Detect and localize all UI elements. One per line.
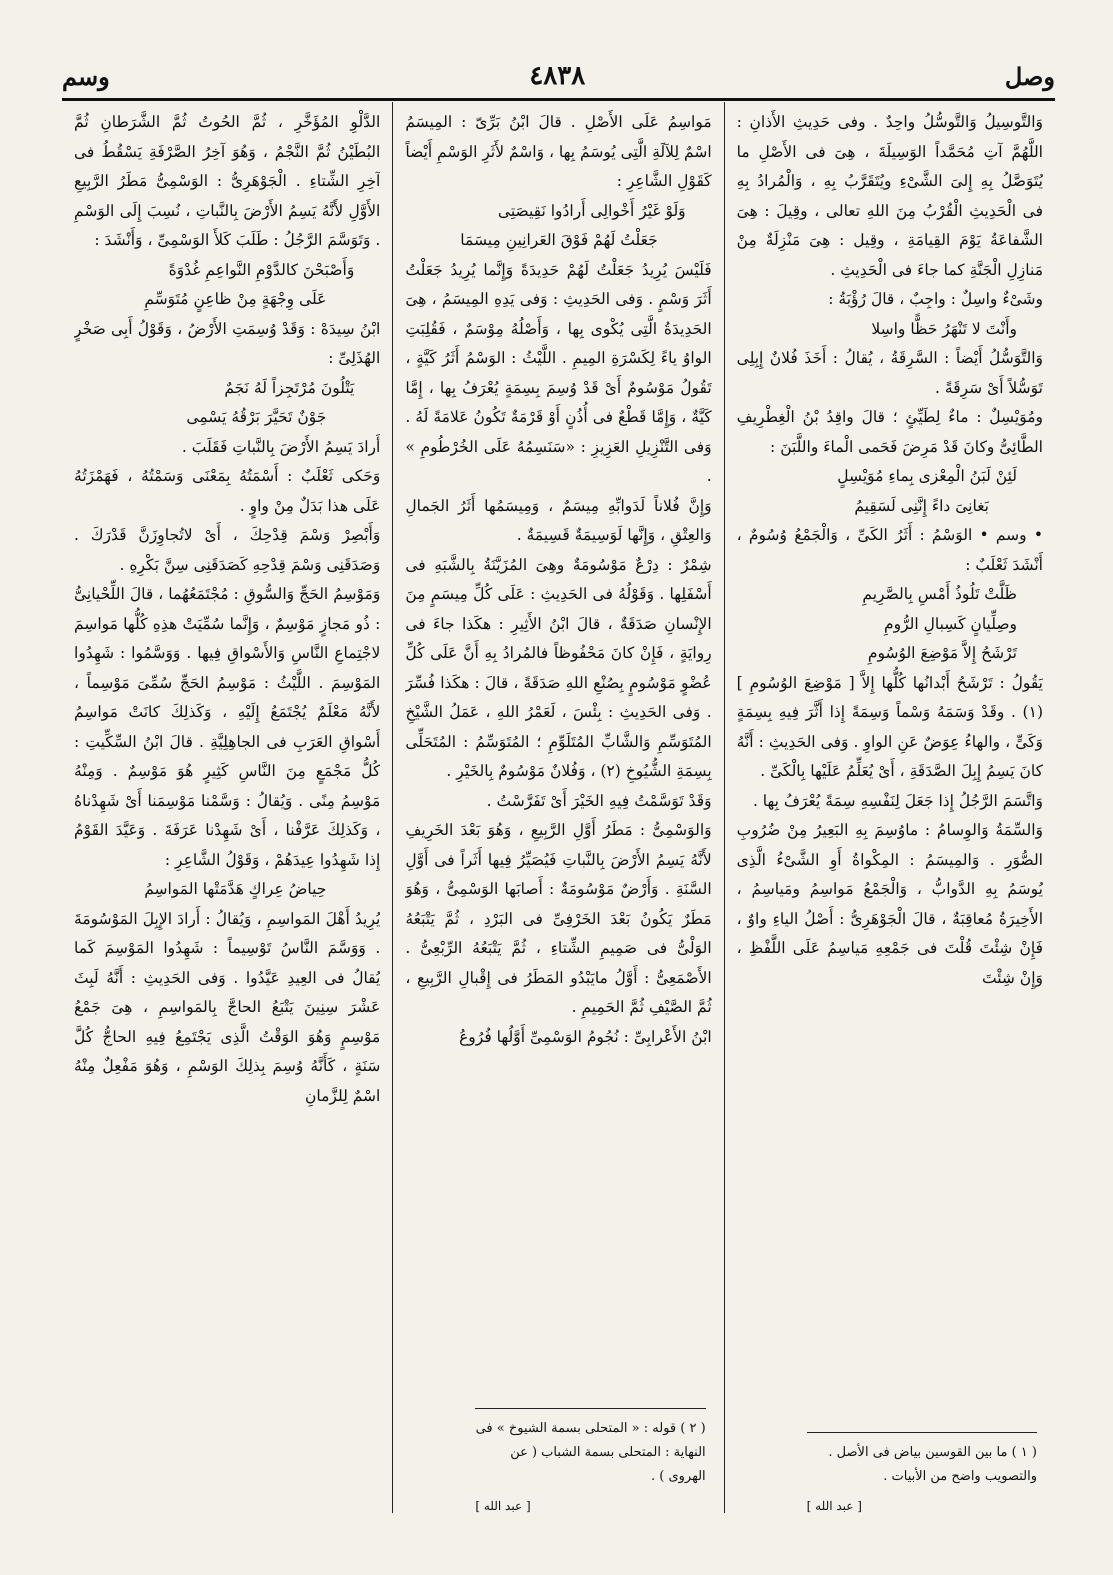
- footnote: ( ٢ ) قوله : « المتحلى بسمة الشيوخ » فى النهاية : المتحلى بسمة الشباب ( عن الهروى ) .: [475, 1421, 706, 1484]
- column-middle: [393, 102, 724, 1513]
- verse-line: وأَنْتَ لا تَنْهَرُ حَظًّا واسِلا: [871, 319, 1017, 338]
- verse-line: وَأَصْبَحْنَ كالدَّوْمِ النَّواعِمِ غُدْوَةً: [168, 260, 355, 279]
- paragraph: وَالوَسْمِىُّ : مَطَرُ أَوَّلِ الرَّبِيعِ ، وَهُوَ بَعْدَ الخَرِيفِ لأَنَّهُ يَسِمُ الأَرْضَ بِالنَّباتِ فَيُصَيِّرُ فِيها أَثَراً فى أَوَّلِ السَّنَةِ . وَأَرْضٌ مَوْسُومَةٌ : أَصابَها الوَسْمِىُّ ، وَهُوَ مَطَرٌ يَكُونُ بَعْدَ الخَرْفِىِّ فى البَرْدِ ، ثُمَّ يَتْبَعُهُ الوَلْىُّ فى صَمِيمِ الشِّتاءِ ، ثُمَّ يَتْبَعُهُ الرِّبْعِىُّ . الأَصْمَعِىُّ : أَوَّلُ مايَبْدُو المَطَرُ فى إِقْبالِ الرَّبِيعِ ، ثُمَّ الصَّيْفِ ثُمَّ الحَمِيمِ .: [405, 821, 712, 1016]
- paragraph: فَلَيْسَ يُرِيدُ جَعَلْتُ لَهُمْ حَدِيدَةً وَإِنَّما يُرِيدُ جَعَلْتُ أَثَرَ وَسْمٍ . وَفى الحَدِيثِ : وَفى يَدِهِ المِيسَمُ ، هِىَ الحَدِيدَةُ الَّتِى يُكْوى بِها ، وَأَصْلُهُ مِوْسَمٌ ، فَقُلِبَتِ الواوُ ياءً لِكَسْرَةِ المِيمِ . اللَّيْثُ : الوَسْمُ أَثَرُ كَيَّةٍ ، تَقُولُ مَوْسُومٌ أَىْ قَدْ وُسِمَ بِسِمَةٍ يُعْرَفُ بِها ، إِمَّا كَيَّةٌ ، وَإِمَّا قَطْعٌ فى أُذُنٍ أَوْ قَرْمَةٌ تَكُونُ عَلامَةً لَهُ . وَفى التَّنْزِيلِ العَزِيزِ : «سَنَسِمُهُ عَلَى الخُرْطُومِ » .: [405, 260, 712, 485]
- verse-line: ظَلَّتْ تَلُوذُ أَمْسِ بِالصَّرِيمِ: [862, 585, 1017, 603]
- verse-line: تَرْشَحُ إِلاَّ مَوْضِعَ الوُسُومِ: [867, 644, 1017, 662]
- column-text: [405, 108, 711, 1408]
- verse-line: يَتْلُونَ مُرْتَجِزاً لَهُ نَجَمٌ: [224, 378, 355, 397]
- header-rule: [62, 98, 1055, 101]
- verse-line: وَلَوْ غَيْرُ أَخْوالِى أَرادُوا نَقِيصَتِى: [497, 201, 686, 220]
- verse-line: جَوْنٌ تَحَيَّرَ بَرْقُهُ يَسْمِى: [186, 408, 327, 426]
- verse-line: لَئِنْ لَبَنُ الْمِعْزى بِماءِ مُوَيْسِلٍ: [837, 467, 1017, 485]
- paragraph: وَالسِّمَةُ وَالوِسامُ : ماوُسِمَ بِهِ البَعِيرُ مِنْ ضُرُوبِ الصُّوَرِ . وَالمِيسَمُ : المِكْواةُ أَوِ الشَّىْءُ الَّذِى يُوسَمُ بِهِ الدَّوابُّ ، وَالْجَمْعُ مَواسِمُ ومَياسِمُ ، الأَخِيرَةُ مُعاقِبَةٌ ، قالَ الْجَوْهَرِىُّ : أَصْلُ الياءِ واوٌ ، فَإِنْ شِئْتَ قُلْتَ فى جَمْعِهِ مَياسِمُ عَلَى اللَّفْظِ ، وَإِنْ شِئْتَ: [736, 821, 1043, 987]
- footnote-signature: [807, 1499, 1037, 1513]
- paragraph: وشَىْءٌ واسِلٌ : واجِبٌ ، قالَ رُؤْبَةُ :: [828, 290, 1043, 308]
- column-right: [725, 102, 1055, 1513]
- paragraph: ابْنُ سِيدَهْ : وَقَدْ وُسِمَتِ الأَرْضُ ، وَقَوْلُ أَبِى صَخْرٍ الهُذَلِىِّ :: [74, 319, 381, 367]
- verse-line: حِياضُ عِراكٍ هَدَّمَتْها المَواسِمُ: [144, 880, 327, 898]
- paragraph: • وسم • الوَسْمُ : أَثَرُ الكَىِّ ، وَالْجَمْعُ وُسُومٌ ، أَنْشَدَ ثَعْلَبٌ :: [736, 526, 1043, 574]
- page-header: [62, 56, 1055, 96]
- signature-text: [ عبد الله ]: [806, 1499, 862, 1513]
- paragraph: وَالتَّوسِيلُ وَالتَّوسُّلُ واحِدٌ . وفى حَدِيثِ الأَذانِ : اللَّهُمَّ آتِ مُحَمَّداً الوَسِيلَةَ ، هِىَ فى الأَصْلِ ما يُتَوَصَّلُ بِهِ إِلىَ الشَّىْءِ ويُتَقَرَّبُ بِهِ ، وَالْمُرادُ بِهِ فى الْحَدِيثِ الْقُرْبُ مِنَ اللهِ تعالى ، وقِيلَ : هِىَ الشَّفاعَةُ يَوْمَ القِيامَةِ ، وقِيل : هِىَ مَنْزِلَةٌ مِنْ مَنازِلِ الْجَنَّةِ كما جاءَ فى الْحَدِيثِ .: [736, 113, 1043, 279]
- paragraph: وَأَبْصِرْ وَسْمَ قِدْحِكَ ، أَىْ لاتُجاوِزَنَّ قَدْرَكَ . وَصَدَقَنِى وَسْمَ قِدْحِهِ كَصَدَقَنِى سِنَّ بَكْرِهِ .: [74, 526, 381, 574]
- paragraph: الدَّلْوِ المُؤَخَّرِ ، ثُمَّ الحُوتُ ثُمَّ الشَّرَطانِ ثُمَّ البُطَيْنُ ثُمَّ النَّجْمُ ، وَهُوَ آخِرُ الصَّرْفَةِ يَسْقُطُ فى آخِرِ الشِّتاءِ . الْجَوْهَرِىُّ : الوَسْمِىُّ مَطَرُ الرَّبِيعِ الأَوَّلِ لأَنَّهُ يَسِمُ الأَرْضَ بِالنَّباتِ ، نُسِبَ إِلَى الوَسْمِ . وَتَوَسَّمَ الرَّجُلُ : طَلَبَ كَلأَ الوَسْمِىِّ ، وَأَنْشَدَ :: [74, 113, 381, 249]
- page-number: ٤٨٣٨: [529, 61, 586, 91]
- verse-line: عَلَى وِجْهَةٍ مِنْ ظاعِنٍ مُتَوَسِّمِ: [144, 290, 327, 308]
- paragraph: وَمَوْسِمُ الحَجِّ وَالسُّوقِ : مُجْتَمَعُهُما ، قالَ اللِّحْيانِىُّ : ذُو مَجازٍ مَوْسِمٌ ، وَإِنَّما سُمِّيَتْ هذِهِ كُلُّها مَواسِمَ لاجْتِماعِ النَّاسِ وَالأَسْواقِ فِيها . وَوَسَّمُوا : شَهِدُوا المَوْسِمَ . اللَّيْثُ : مَوْسِمُ الحَجِّ سُمِّىَ مَوْسِماً ، لأَنَّهُ مَعْلَمٌ يُجْتَمَعُ إِلَيْهِ ، وَكَذلِكَ كانَتْ مَواسِمُ أَسْواقِ العَرَبِ فى الجاهِلِيَّةِ . قالَ ابْنُ السِّكِّيتِ : كُلُّ مَجْمَعٍ مِنَ النَّاسِ كَثِيرٍ هُوَ مَوْسِمٌ . وَمِنْهُ مَوْسِمُ مِنًى . وَيُقالُ : وَسَّمْنا مَوْسِمَنا أَىْ شَهِدْناهُ ، وَكَذلِكَ عَرَّفْنا ، أَىْ شَهِدْنا عَرَفَةَ . وَعَيَّدَ القَوْمُ إِذا شَهِدُوا عِيدَهُمْ ، وَقَوْلُ الشَّاعِرِ :: [74, 585, 381, 869]
- column-text: [737, 108, 1043, 1432]
- verse-line: جَعَلْتُ لَهُمْ فَوْقَ العَرانِينِ مِيسَمَا: [460, 231, 658, 249]
- verse-line: بَغانِىَ داءً إِنَّنِى لَسَقِيمُ: [854, 496, 989, 515]
- footnote-area: [807, 1432, 1037, 1513]
- header-last-entry-word: وسم: [62, 61, 110, 91]
- paragraph: يَقُولُ : تَرْشَحُ أَبْدانُها كُلُّها إِلاَّ [ مَوْضِعَ الوُسُومِ ](١) . وقَدْ وَسَمَهُ وَسْماً وَسِمَةً إِذا أَثَّرَ فِيهِ بِسِمَةٍ وَكَىٍّ ، والهاءُ عِوَضٌ عَنِ الواوِ . وَفى الحَدِيثِ : أَنَّهُ كانَ يَسِمُ إِبِلَ الصَّدَقَةِ ، أَىْ يُعَلِّمُ عَلَيْها بِالْكَىِّ .: [736, 673, 1043, 780]
- paragraph: يُرِيدُ أَهْلَ المَواسِمِ ، وَيُقالُ : أَرادَ الإِبِلَ المَوْسُومَةَ . وَوَسَّمَ النَّاسُ تَوْسِيماً : شَهِدُوا المَوْسِمَ كَما يُقالُ فى العِيدِ عَيَّدُوا . وَفى الحَدِيثِ : أَنَّهُ لَبِثَ عَشْرَ سِنِينَ يَتْبَعُ الحاجَّ بِالمَواسِمِ ، هِىَ جَمْعُ مَوْسِمٍ وَهُوَ الوَقْتُ الَّذِى يَجْتَمِعُ فِيهِ الحاجُّ كُلَّ سَنَةٍ ، كَأَنَّهُ وُسِمَ بِذلِكَ الوَسْمِ ، وَهُوَ مَفْعِلٌ مِنْهُ اسْمٌ لِلزَّمانِ: [74, 909, 381, 1105]
- footnote-area: [475, 1408, 705, 1513]
- paragraph: وَاتَّسَمَ الرَّجُلُ إِذا جَعَلَ لِنَفْسِهِ سِمَةً يُعْرَفُ بِها .: [752, 791, 1043, 810]
- text-columns: [62, 102, 1055, 1513]
- paragraph: ابْنُ الأَعْرابِىِّ : نُجُومُ الوَسْمِىِّ أَوَّلُها فُرُوعُ: [459, 1027, 712, 1046]
- paragraph: أَرادَ يَسِمُ الأَرْضَ بِالنَّباتِ فَقَلَبَ .: [181, 437, 381, 456]
- paragraph: وَإِنَّ فُلاناً لَدَوابِّهِ مِيسَمٌ ، وَمِيسَمُها أَثَرُ الجَمالِ وَالعِتْقِ ، وَإِنَّها لَوَسِيمَةٌ قَسِيمَةٌ .: [405, 496, 712, 544]
- verse-line: وصِلِّيانٍ كَسِبالِ الرُّومِ: [884, 614, 1017, 633]
- paragraph: شِمْرٌ : دِرْعٌ مَوْسُومَةٌ وهِىَ المُزَيَّنَةُ بِالشَّبَهِ فى أَسْفَلِها . وَقَوْلُهُ فى الحَدِيثِ : عَلَى كُلِّ مِيسَمٍ مِنَ الإِنْسانِ صَدَقَةٌ ، قالَ ابْنُ الأَثِيرِ : هكَذا جاءَ فى رِوايَةٍ ، فَإِنْ كانَ مَحْفُوظاً فالمُرادُ بِهِ أَنَّ عَلَى كُلِّ عُضْوٍ مَوْسُومٍ بِصُنْعِ اللهِ صَدَقَةً ، قالَ : هكَذا فُسِّرَ . وَفى الحَدِيثِ : بِئْسَ ، لَعَمْرُ اللهِ ، عَمَلُ الشَّيْخِ المُتَوَسِّمِ وَالشَّابِّ المُتَلَوِّمِ ؛ المُتَوَسِّمُ : المُتَحَلِّى بِسِمَةِ الشُّيُوخِ (٢) ، وَفُلانٌ مَوْسُومٌ بِالخَيْرِ .: [405, 555, 712, 780]
- paragraph: مَواسِمُ عَلَى الأَصْلِ . قالَ ابْنُ بَرِّىّ : المِيسَمُ اسْمٌ لِلآلَةِ الَّتِى يُوسَمُ بِها ، وَاسْمٌ لأَثَرِ الوَسْمِ أَيْضاً كَقَوْلِ الشَّاعِرِ :: [405, 113, 712, 190]
- paragraph: وَحَكى ثَعْلَبٌ : أَسْمَتُهُ بِمَعْنَى وَسَمْتُهُ ، فَهَمْزَتُهُ عَلَى هذا بَدَلٌ مِنْ واوٍ .: [74, 467, 381, 515]
- paragraph: وَالتَّوَسُّلُ أَيْضاً : السَّرِقَةُ ، يُقالُ : أَخَذَ فُلانٌ إِبِلِى تَوَسُّلاً أَىْ سَرِقَةً .: [736, 349, 1043, 397]
- header-first-entry-word: وصل: [1004, 61, 1055, 91]
- footnote-signature: [475, 1499, 705, 1513]
- paragraph: ومُوَيْسِلٌ : ماءٌ لِطَيِّئٍ ؛ قالَ واقِدُ بْنُ الْغِطْرِيفِ الطَّائِىُّ وكانَ قَدْ مَرِضَ فَحَمى الْماءَ واللَّبَنَ :: [736, 408, 1043, 456]
- signature-text: [ عبد الله ]: [475, 1499, 531, 1513]
- column-text: [74, 108, 380, 1513]
- footnote: ( ١ ) ما بين القوسين بياض فى الأصل . والتصويب واضح من الأبيات .: [828, 1445, 1037, 1484]
- paragraph: وَقَدْ تَوَسَّمْتُ فِيهِ الخَيْرَ أَىْ تَفَرَّسْتُ .: [486, 791, 712, 810]
- column-left: [62, 102, 393, 1513]
